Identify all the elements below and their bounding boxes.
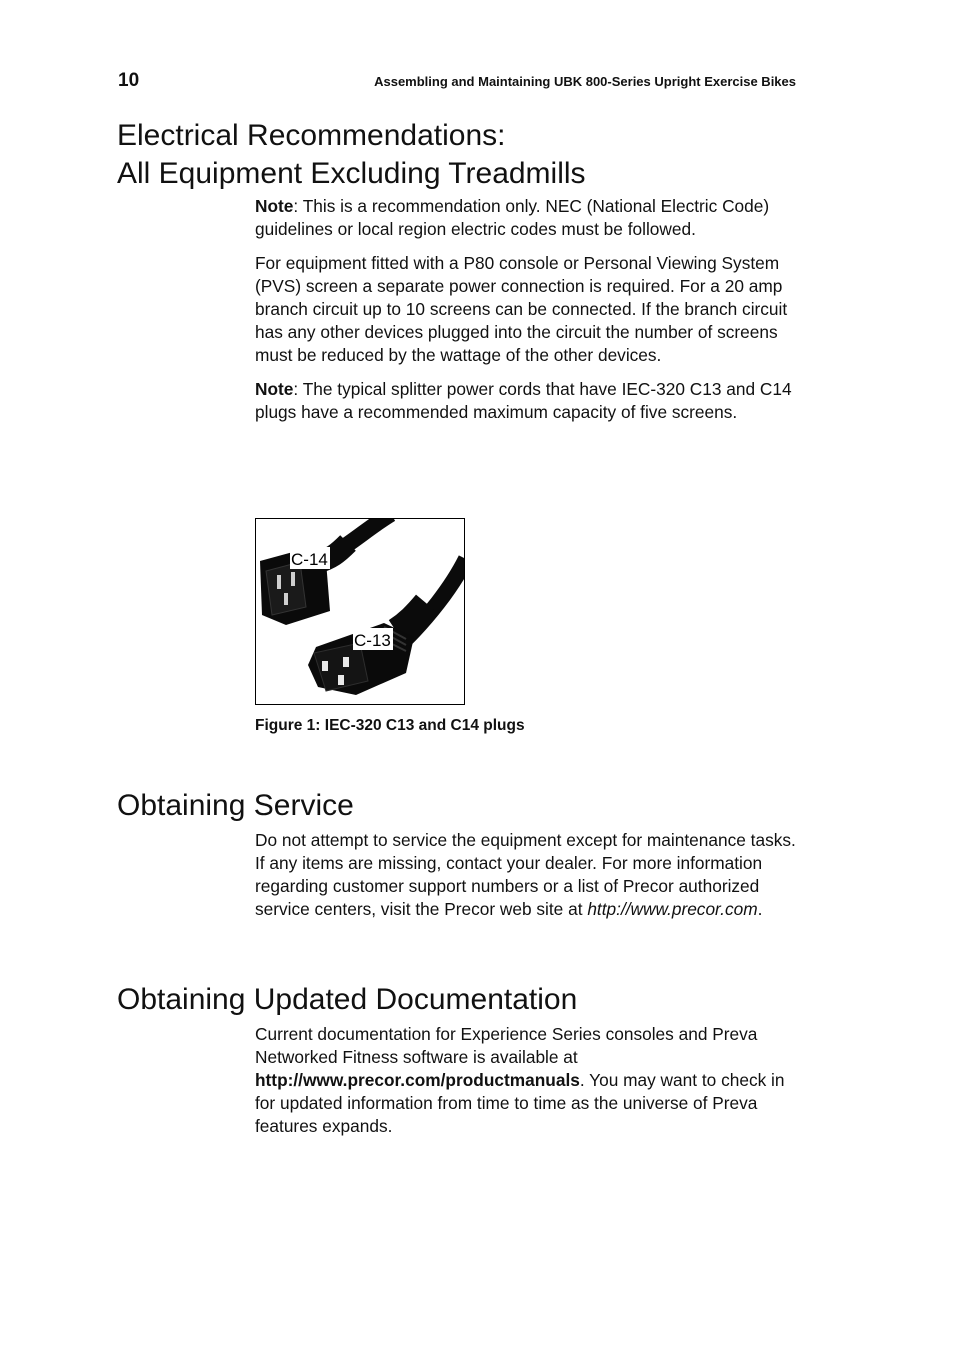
precor-website-link[interactable]: http://www.precor.com xyxy=(587,899,758,919)
service-paragraph xyxy=(255,829,800,921)
service-body xyxy=(255,829,800,921)
note-2-text: : The typical splitter power cords that have IEC-320 C13 and C14 plugs have a recommended maximum capacity of five screens. xyxy=(255,379,792,422)
plugs-figure xyxy=(255,518,465,705)
service-text: Do not attempt to service the equipment except for maintenance tasks. If any items are missing, contact your dealer. For more information regarding customer support numbers or a list of Precor authorized service centers, visit the Precor web site at xyxy=(255,830,796,919)
page-number: 10 xyxy=(118,70,140,91)
product-manuals-link[interactable]: http://www.precor.com/productmanuals xyxy=(255,1070,580,1090)
docs-paragraph xyxy=(255,1023,800,1138)
note-1-text: : This is a recommendation only. NEC (National Electric Code) guidelines or local region electric codes must be followed. xyxy=(255,196,770,239)
service-text-end: . xyxy=(757,899,763,919)
electrical-heading xyxy=(117,117,586,193)
docs-heading: Obtaining Updated Documentation xyxy=(117,983,578,1016)
note-2-label: Note xyxy=(255,379,294,399)
docs-body xyxy=(255,1023,800,1138)
electrical-body xyxy=(255,195,800,424)
electrical-heading-line2: All Equipment Excluding Treadmills xyxy=(117,157,586,190)
c13-label: C-13 xyxy=(354,631,391,650)
figure-caption: Figure 1: IEC-320 C13 and C14 plugs xyxy=(255,717,525,734)
c14-label: C-14 xyxy=(291,550,328,569)
docs-text-after: . You may want to check in for updated information from time to time as the universe of Preva features expands. xyxy=(255,1070,785,1136)
plugs-photo xyxy=(256,519,464,704)
note-1-label: Note xyxy=(255,196,294,216)
note-2 xyxy=(255,378,800,424)
electrical-heading-line1: Electrical Recommendations: xyxy=(117,119,506,152)
service-heading: Obtaining Service xyxy=(117,789,354,822)
power-paragraph: For equipment fitted with a P80 console or Personal Viewing System (PVS) screen a separate power connection is required. For a 20 amp branch circuit up to 10 screens can be connected. If the branch circuit has any other devices plugged into the circuit the number of screens must be reduced by the wattage of the other devices. xyxy=(255,253,788,365)
docs-text-before: Current documentation for Experience Series consoles and Preva Networked Fitness software is available at xyxy=(255,1024,758,1067)
note-1 xyxy=(255,195,800,241)
running-header: Assembling and Maintaining UBK 800-Series Upright Exercise Bikes xyxy=(374,74,796,89)
